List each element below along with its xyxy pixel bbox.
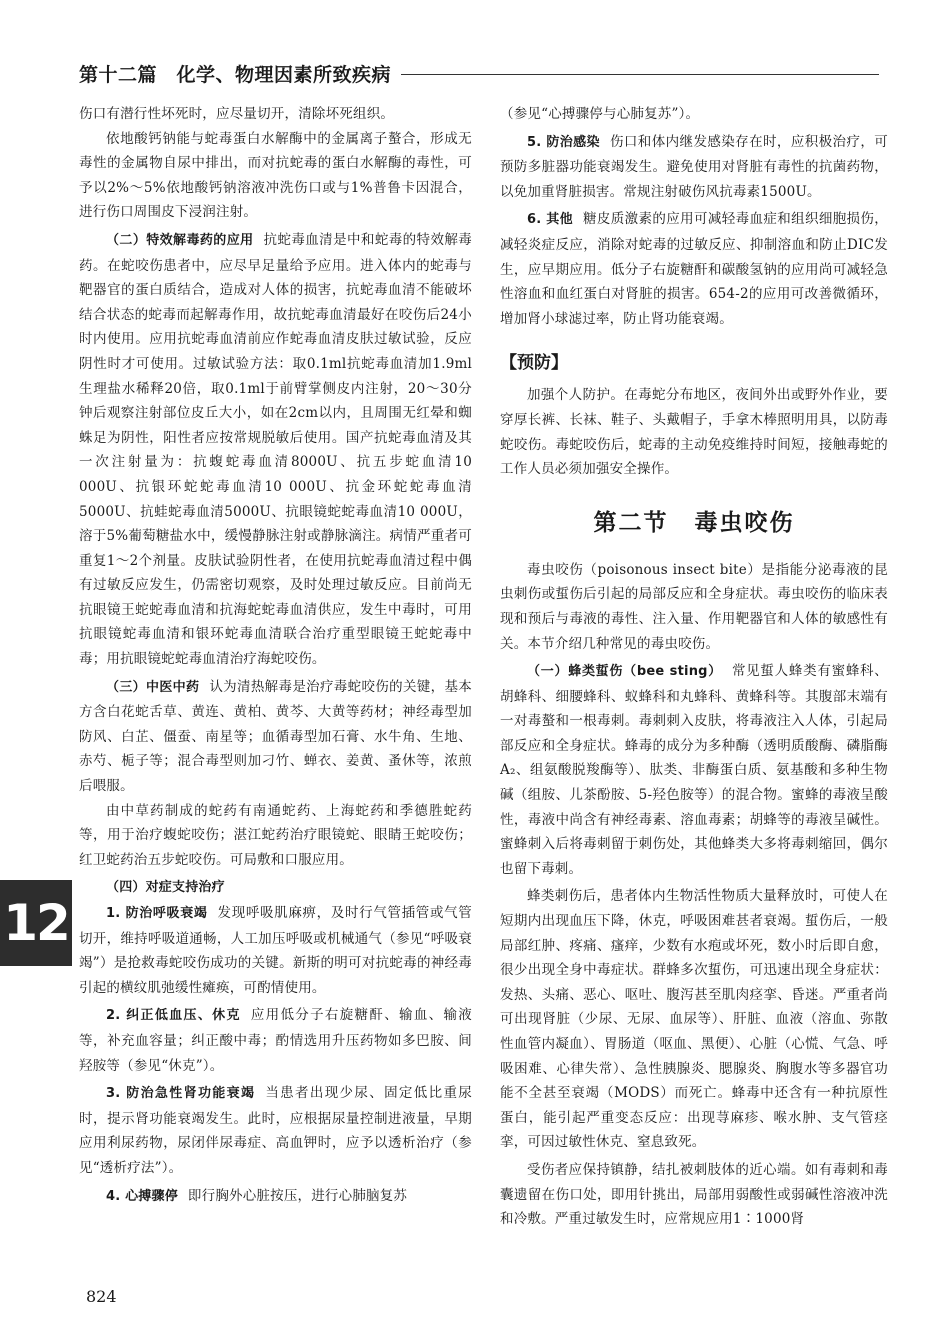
paragraph-text: 认为清热解毒是治疗毒蛇咬伤的关键，基本方含白花蛇舌草、黄连、黄柏、黄芩、大黄等药材；神经毒型加防风、白芷、僵蚕、南星等；血循毒型加石膏、水牛角、生地、赤芍、栀子等；混合毒型则加刁竹、蝉衣、姜黄、蚤休等，浓煎后喂服。 bbox=[79, 678, 472, 795]
paragraph-text: 应用低分子右旋糖酐、输血、输液等，补充血容量；纠正酸中毒；酌情选用升压药物如多巴胺、间羟胺等（参见“休克”）。 bbox=[79, 1007, 473, 1074]
paragraph bbox=[500, 130, 888, 205]
paragraph-text: 当患者出现少尿、固定低比重尿时，提示肾功能衰竭发生。此时，应根据尿量控制进液量，早期应用利尿药物，尿闭伴尿毒症、高血钾时，应予以透析治疗（参见“透析疗法”）。 bbox=[79, 1085, 472, 1176]
item-heading: 3. 防治急性肾功能衰竭 bbox=[106, 1086, 256, 1102]
section-title: 毒虫咬伤 bbox=[694, 508, 795, 536]
paragraph bbox=[500, 207, 888, 331]
paragraph-text: 即行胸外心脏按压，进行心肺脑复苏 bbox=[187, 1187, 408, 1204]
paragraph: 蜂类刺伤后，患者体内生物活性物质大量释放时，可使人在短期内出现血压下降，休克，呼吸困难甚者衰竭。蜇伤后，一般局部红肿、疼痛、瘙痒，少数有水疱或坏死，数小时后即自愈，很少出现全身中毒症状。群蜂多次蜇伤，可迅速出现全身症状：发热、头痛、恶心、呕吐、腹泻甚至肌肉痉挛、昏迷。严重者尚可出现肾脏（少尿、无尿、血尿等）、肝脏、血液（溶血、弥散性血管内凝血）、胃肠道（呕血、黑便）、心脏（心慌、气急、呼吸困难、心律失常）、急性胰腺炎、腮腺炎、胸腹水等多器官功能不全甚至衰竭（MODS）而死亡。蜂毒中还含有一种抗原性蛋白，能引起严重变态反应：出现荨麻疹、喉水肿、支气管痉挛，可因过敏性休克、窒息致死。 bbox=[500, 888, 888, 1151]
chapter-tab-number: 12 bbox=[3, 894, 69, 952]
subsection-heading: （二）特效解毒药的应用 bbox=[106, 232, 254, 248]
section-heading bbox=[500, 508, 888, 538]
chapter-title: 第十二篇 化学、物理因素所致疾病 bbox=[79, 63, 392, 86]
paragraph-text: 抗蛇毒血清是中和蛇毒的特效解毒药。在蛇咬伤患者中，应尽早足量给予应用。进入体内的蛇毒与靶器官的蛋白质结合，造成对人体的损害，抗蛇毒血清不能破坏结合状态的蛇毒而起解毒作用，故抗蛇毒血清最好在咬伤后24小时内使用。应用抗蛇毒血清前应作蛇毒血清皮肤过敏试验，反应阴性时才可使用。过敏试验方法：取0.1ml抗蛇毒血清加1.9ml生理盐水稀释20倍，取0.1ml于前臂掌侧皮内注射，20～30分钟后观察注射部位皮丘大小，如在2cm以内，且周围无红晕和蜘蛛足为阴性，阳性者应按常规脱敏后使用。国产抗蛇毒血清及其一次注射量为：抗蝮蛇毒血清8000U、抗五步蛇血清10 000U、抗银环蛇蛇毒血清10 000U、抗金环蛇蛇毒血清5000U、抗蛙蛇毒血清5000U、抗眼镜蛇蛇毒血清10 000U，溶于5%葡萄糖盐水中，缓慢静脉注射或静脉滴注。病情严重者可重复1～2个剂量。皮肤试验阴性者，在使用抗蛇毒血清过程中偶有过敏反应发生，仍需密切观察，及时处理过敏反应。目前尚无抗眼镜王蛇蛇毒血清和抗海蛇蛇毒血清供应，发生中毒时，可用抗眼镜蛇毒血清和银环蛇毒血清联合治疗重型眼镜王蛇蛇毒中毒；用抗眼镜蛇蛇毒血清治疗海蛇咬伤。 bbox=[79, 231, 472, 668]
paragraph: 受伤者应保持镇静，结扎被刺肢体的近心端。如有毒刺和毒囊遗留在伤口处，即用针挑出，局部用弱酸性或弱碱性溶液冲洗和冷敷。严重过敏发生时，应常规应用1∶1000肾 bbox=[500, 1161, 888, 1228]
paragraph-text: 糖皮质激素的应用可减轻毒血症和组织细胞损伤，减轻炎症反应，消除对蛇毒的过敏反应、抑制溶血和防止DIC发生，应早期应用。低分子右旋糖酐和碳酸氢钠的应用尚可减轻急性溶血和血红蛋白对肾脏的损害。654-2的应用可改善微循环，增加肾小球滤过率，防止肾功能衰竭。 bbox=[500, 211, 888, 327]
paragraph bbox=[79, 1003, 472, 1078]
paragraph: 依地酸钙钠能与蛇毒蛋白水解酶中的金属离子螯合，形成无毒性的金属物自尿中排出，而对抗蛇毒的蛋白水解酶的毒性，可予以2%～5%依地酸钙钠溶液冲洗伤口或与1%普鲁卡因混合，进行伤口周围皮下浸润注射。 bbox=[79, 130, 472, 221]
paragraph: 由中草药制成的蛇药有南通蛇药、上海蛇药和季德胜蛇药等，用于治疗蝮蛇咬伤；湛江蛇药治疗眼镜蛇、眼睛王蛇咬伤；红卫蛇药治五步蛇咬伤。可局敷和口服应用。 bbox=[79, 802, 472, 868]
paragraph bbox=[79, 675, 472, 799]
paragraph-text: 伤口和体内继发感染存在时，应积极治疗，可预防多脏器功能衰竭发生。避免使用对肾脏有毒性的抗菌药物，以免加重肾脏损害。常规注射破伤风抗毒素1500U。 bbox=[500, 133, 888, 200]
paragraph bbox=[500, 659, 888, 881]
item-heading: 2. 纠正低血压、休克 bbox=[106, 1008, 241, 1024]
left-column bbox=[79, 102, 472, 1209]
subsection-heading: （三）中医中药 bbox=[106, 679, 200, 695]
subsection-heading: （一）蜂类蜇伤（bee sting） bbox=[527, 664, 722, 680]
paragraph-text: 发现呼吸肌麻痹，及时行气管插管或气管切开，维持呼吸道通畅，人工加压呼吸或机械通气（参见“呼吸衰竭”）是抢救毒蛇咬伤成功的关键。新斯的明可对抗蛇毒的神经毒引起的横纹肌弛缓性瘫痪，可酌情使用。 bbox=[79, 905, 472, 996]
paragraph-text: 常见蜇人蜂类有蜜蜂科、胡蜂科、细腰蜂科、蚁蜂科和丸蜂科、黄蜂科等。其腹部末端有一对毒螯和一根毒刺。毒刺刺入皮肤，将毒液注入人体，引起局部反应和全身症状。蜂毒的成分为多种酶（透明质酸酶、磷脂酶A₂、组氨酸脱羧酶等）、肽类、非酶蛋白质、氨基酸和多种生物碱（组胺、儿茶酚胺、5-羟色胺等）的混合物。蜜蜂的毒液呈酸性，毒液中尚含有神经毒素、溶血毒素；胡蜂等的毒液呈碱性。蜜蜂刺入后将毒刺留于刺伤处，其他蜂类大多将毒刺缩回，偶尔也留下毒刺。 bbox=[500, 663, 888, 877]
paragraph: （参见“心搏骤停与心肺复苏”）。 bbox=[500, 106, 700, 122]
chapter-tab bbox=[0, 880, 72, 966]
paragraph bbox=[79, 901, 472, 1000]
paragraph bbox=[79, 1184, 472, 1210]
page-number: 824 bbox=[86, 1287, 117, 1306]
right-column bbox=[500, 102, 888, 1232]
paragraph bbox=[79, 1081, 472, 1180]
item-heading: 1. 防治呼吸衰竭 bbox=[106, 906, 208, 921]
paragraph: 加强个人防护。在毒蛇分布地区，夜间外出或野外作业，要穿厚长裤、长袜、鞋子、头戴帽子，手拿木棒照明用具，以防毒蛇咬伤。毒蛇咬伤后，蛇毒的主动免疫维持时间短，接触毒蛇的工作人员必须加强安全操作。 bbox=[500, 387, 888, 478]
paragraph bbox=[79, 875, 472, 901]
section-number: 第二节 bbox=[593, 508, 669, 536]
prevention-heading: 【预防】 bbox=[500, 353, 568, 374]
item-heading: 5. 防治感染 bbox=[527, 134, 600, 150]
item-heading: 4. 心搏骤停 bbox=[106, 1188, 178, 1204]
running-header bbox=[79, 58, 879, 88]
header-rule bbox=[401, 74, 879, 75]
item-heading: 6. 其他 bbox=[527, 212, 574, 228]
paragraph: 毒虫咬伤（poisonous insect bite）是指能分泌毒液的昆虫刺伤或蜇伤后引起的局部反应和全身症状。毒虫咬伤的临床表现和预后与毒液的毒性、注入量、作用靶器官和人体的敏感性有关。本节介绍几种常见的毒虫咬伤。 bbox=[500, 561, 888, 652]
paragraph bbox=[79, 228, 472, 672]
subsection-heading: （四）对症支持治疗 bbox=[106, 880, 225, 896]
paragraph: 伤口有潜行性坏死时，应尽量切开，清除坏死组织。 bbox=[79, 106, 395, 122]
